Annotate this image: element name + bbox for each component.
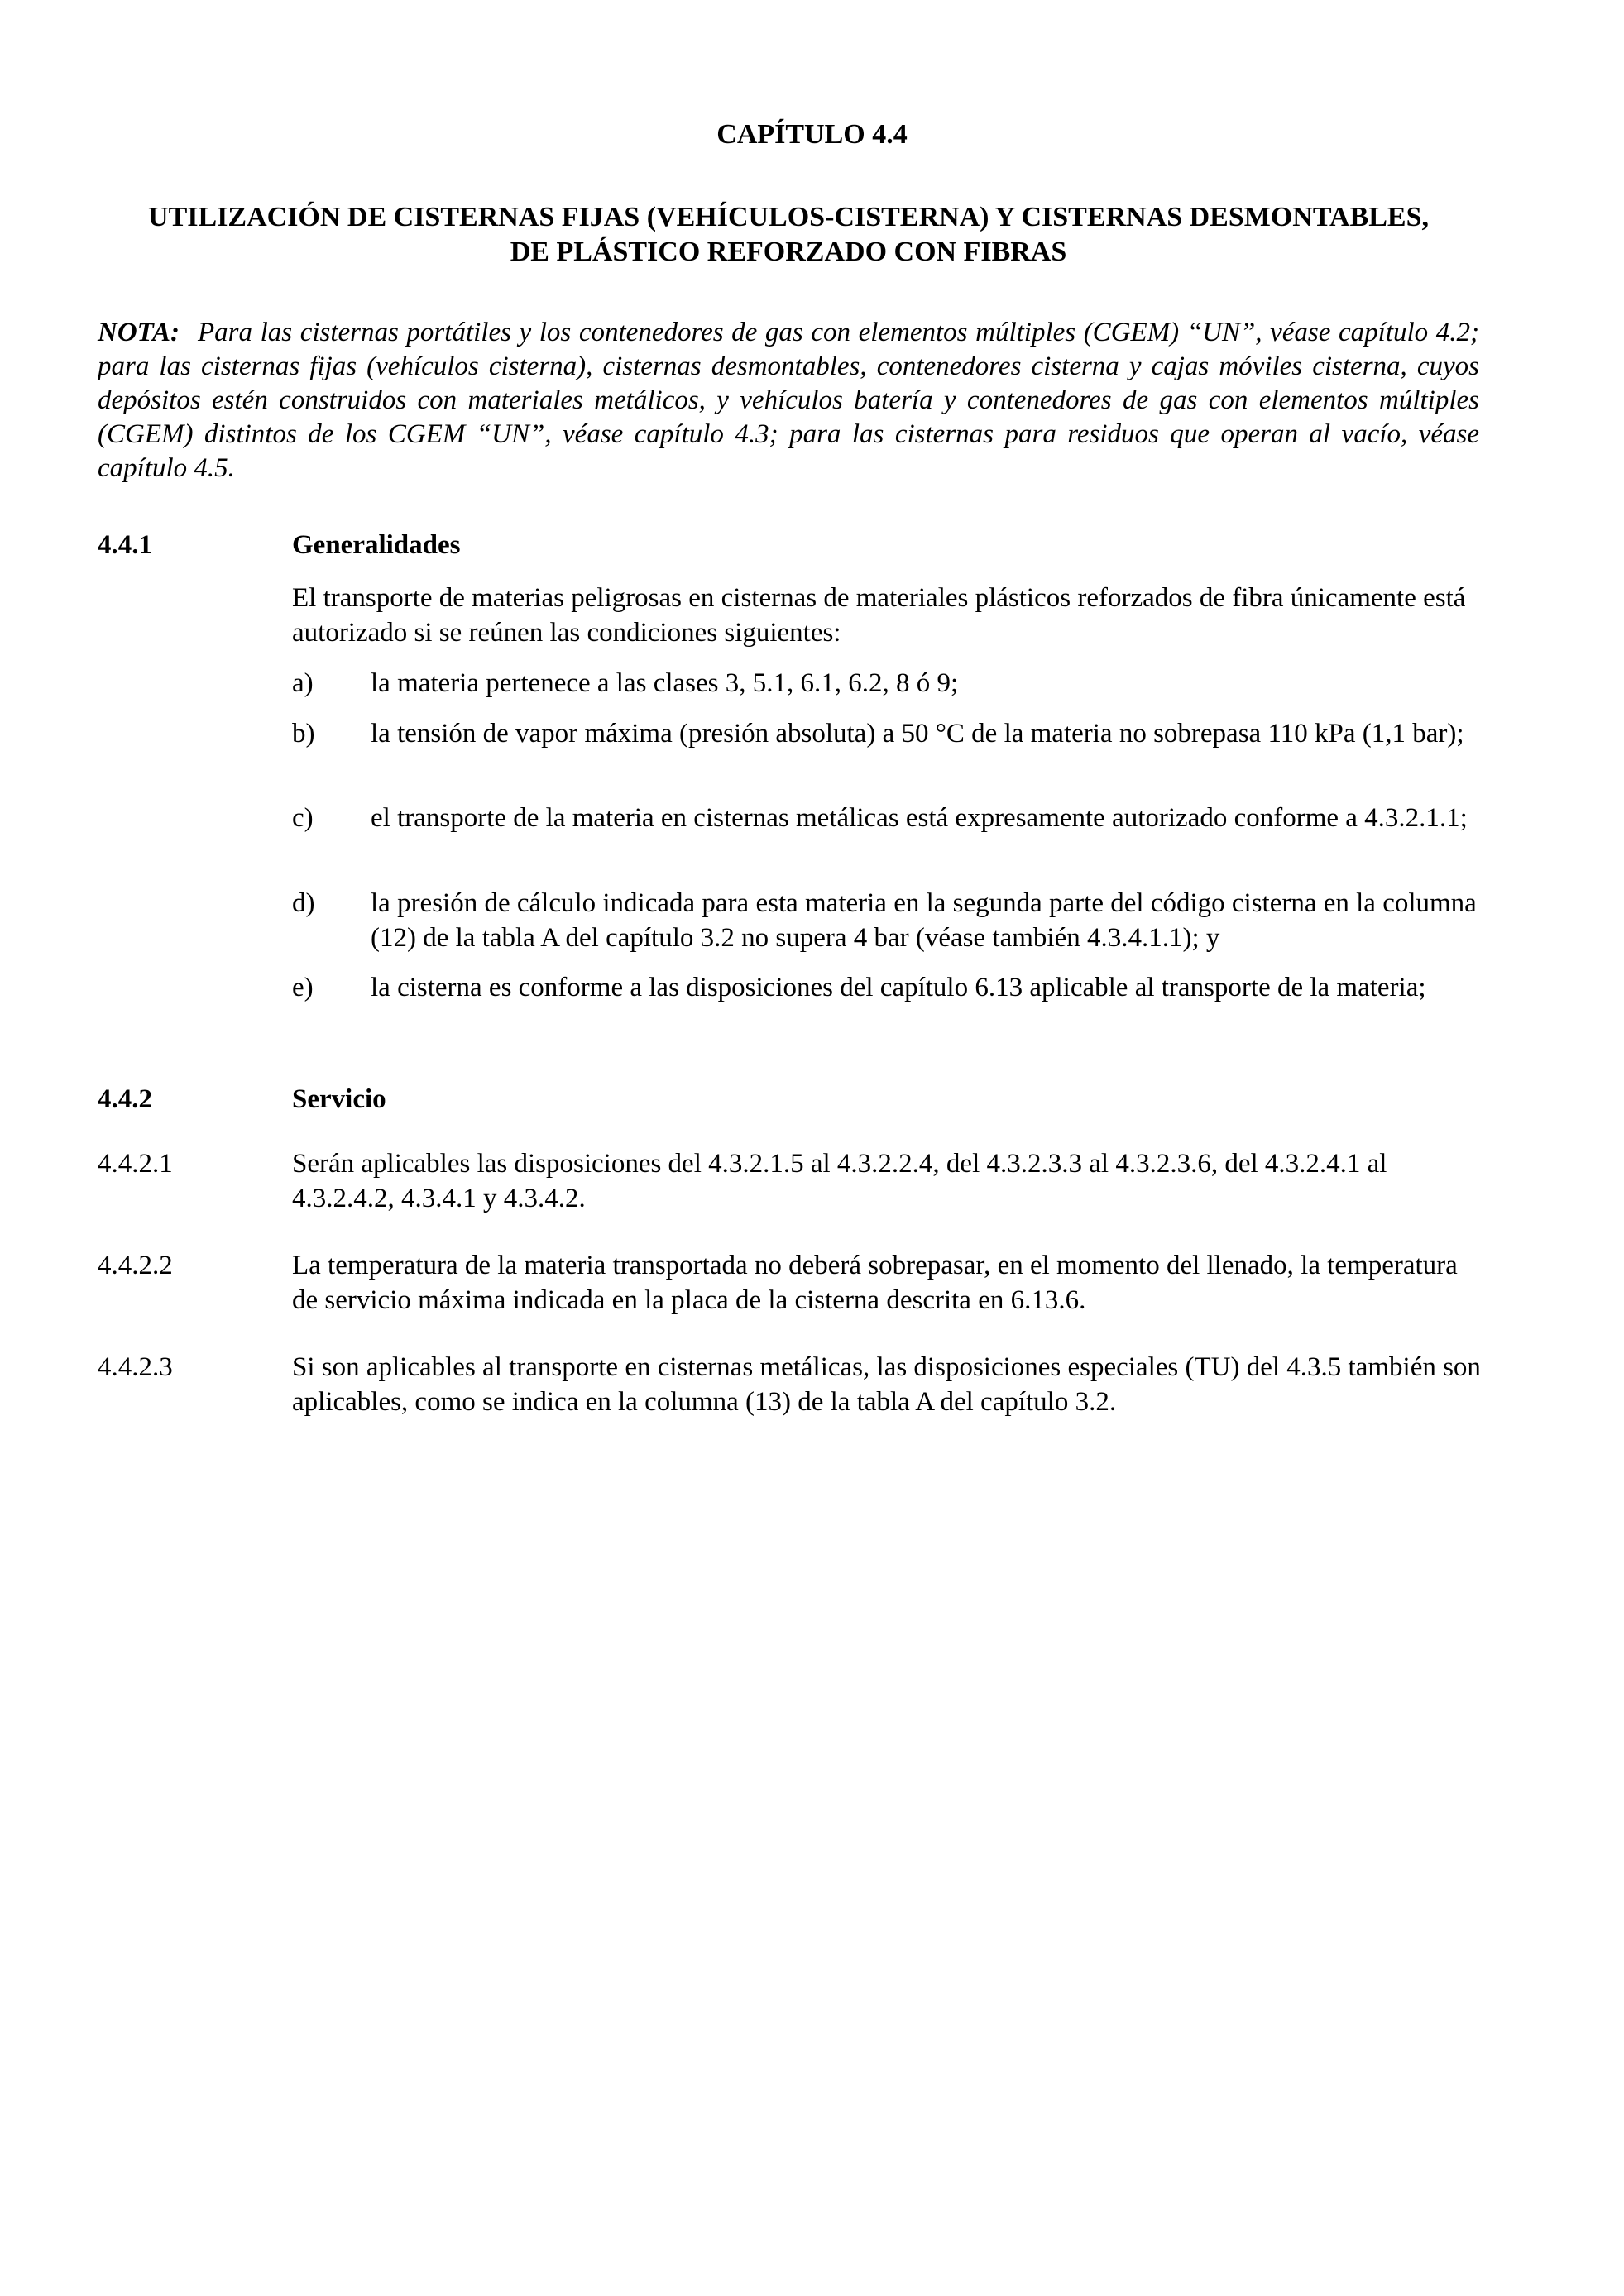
note-label: NOTA: [98, 318, 180, 347]
paragraph-text: Si son aplicables al transporte en cisternas metálicas, las disposiciones especiales (TU) del 4.3.5 también son aplicables, como se indica en la columna (13) de la tabla A del capítulo 3.2. [292, 1352, 1481, 1417]
item-text: la tensión de vapor máxima (presión absoluta) a 50 °C de la materia no sobrepasa 110 kPa (1,1 bar); [371, 719, 1464, 749]
chapter-title-line-2: DE PLÁSTICO REFORZADO CON FIBRAS [510, 237, 1067, 267]
intro-text: El transporte de materias peligrosas en cisternas de materiales plásticos reforzados de fibra únicamente está autorizado si se reúnen las condiciones siguientes: [292, 583, 1466, 648]
section-number: 4.4.2 [98, 1084, 152, 1114]
note-paragraph [98, 316, 1479, 486]
item-text: la materia pertenece a las clases 3, 5.1, 6.1, 6.2, 8 ó 9; [371, 668, 959, 698]
paragraph-number: 4.4.2.1 [98, 1149, 173, 1179]
item-text: el transporte de la materia en cisternas metálicas está expresamente autorizado conforme a 4.3.2.1.1; [371, 803, 1468, 833]
section-heading: Generalidades [292, 530, 461, 560]
note-text: Para las cisternas portátiles y los contenedores de gas con elementos múltiples (CGEM) “UN”, véase capítulo 4.2; para las cisternas fijas (vehículos cisterna), cisternas desmontables, contenedores cisterna y cajas móviles cisterna, cuyos depósitos estén construidos con materiales metálicos, y vehículos batería y contenedores de gas con elementos múltiples (CGEM) distintos de los CGEM “UN”, véase capítulo 4.3; para las cisternas para residuos que operan al vacío, véase capítulo 4.5. [98, 318, 1479, 483]
paragraph-text: La temperatura de la materia transportada no deberá sobrepasar, en el momento del llenado, la temperatura de servicio máxima indicada en la placa de la cisterna descrita en 6.13.6. [292, 1251, 1458, 1315]
section-number: 4.4.1 [98, 530, 152, 560]
item-text: la presión de cálculo indicada para esta materia en la segunda parte del código cisterna en la columna (12) de la tabla A del capítulo 3.2 no supera 4 bar (véase también 4.3.4.1.1); y [371, 888, 1477, 953]
chapter-number: CAPÍTULO 4.4 [716, 119, 908, 150]
chapter-title [98, 200, 1479, 270]
paragraph-text: Serán aplicables las disposiciones del 4.3.2.1.5 al 4.3.2.2.4, del 4.3.2.3.3 al 4.3.2.3.6, del 4.3.2.4.1 al 4.3.2.4.2, 4.3.4.1 y 4.3.4.2. [292, 1149, 1387, 1213]
item-letter: d) [292, 888, 315, 918]
section-heading: Servicio [292, 1084, 386, 1114]
paragraph-number: 4.4.2.2 [98, 1251, 173, 1280]
item-letter: e) [292, 973, 314, 1002]
item-text: la cisterna es conforme a las disposiciones del capítulo 6.13 aplicable al transporte de la materia; [371, 973, 1426, 1002]
item-letter: c) [292, 803, 314, 833]
item-letter: a) [292, 668, 314, 698]
item-letter: b) [292, 719, 315, 749]
paragraph-number: 4.4.2.3 [98, 1352, 173, 1382]
chapter-title-line-1: UTILIZACIÓN DE CISTERNAS FIJAS (VEHÍCULOS-CISTERNA) Y CISTERNAS DESMONTABLES, [148, 202, 1429, 232]
